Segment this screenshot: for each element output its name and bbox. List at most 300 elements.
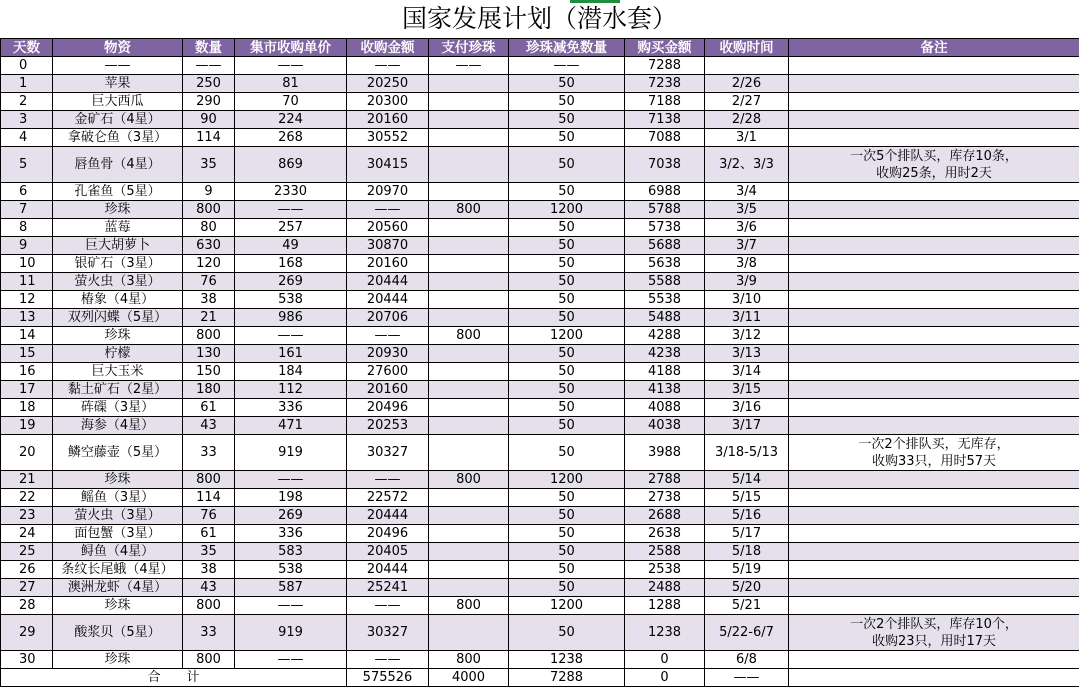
cell-buy-amount[interactable]: 5688 [625,237,705,255]
cell-amount[interactable]: 20160 [347,111,429,129]
cell-buy-amount[interactable]: 2538 [625,561,705,579]
cell-amount[interactable]: 30415 [347,147,429,183]
cell-buy-amount[interactable]: 5588 [625,273,705,291]
cell-day[interactable]: 8 [1,219,53,237]
cell-note[interactable] [789,345,1079,363]
cell-qty[interactable]: 35 [183,543,235,561]
cell-item[interactable]: 珍珠 [53,201,183,219]
cell-qty[interactable]: 35 [183,147,235,183]
cell-amount[interactable]: 30552 [347,129,429,147]
cell-note[interactable] [789,129,1079,147]
cell-day[interactable]: 5 [1,147,53,183]
cell-price[interactable]: 268 [235,129,347,147]
cell-day[interactable]: 11 [1,273,53,291]
cell-note[interactable] [789,489,1079,507]
cell-price[interactable]: 336 [235,399,347,417]
cell-qty[interactable]: 80 [183,219,235,237]
cell-note[interactable] [789,219,1079,237]
cell-day[interactable]: 25 [1,543,53,561]
cell-item[interactable]: 珍珠 [53,471,183,489]
cell-pearl-pay[interactable] [429,435,509,471]
cell-price[interactable]: 336 [235,525,347,543]
cell-note[interactable] [789,417,1079,435]
cell-amount[interactable]: 20160 [347,255,429,273]
cell-time[interactable]: 3/16 [705,399,789,417]
cell-time[interactable]: 2/27 [705,93,789,111]
cell-amount[interactable]: 25241 [347,579,429,597]
cell-buy-amount[interactable]: 4188 [625,363,705,381]
header-amount[interactable]: 收购金额 [347,39,429,57]
cell-day[interactable]: 24 [1,525,53,543]
cell-pearl-discount[interactable]: 1200 [509,471,625,489]
cell-amount[interactable]: 20496 [347,399,429,417]
cell-note[interactable] [789,471,1079,489]
cell-item[interactable]: 椿象（4星） [53,291,183,309]
cell-buy-amount[interactable]: 2488 [625,579,705,597]
cell-pearl-discount[interactable]: 50 [509,147,625,183]
cell-buy-amount[interactable]: 2688 [625,507,705,525]
header-day[interactable]: 天数 [1,39,53,57]
cell-day[interactable]: 29 [1,615,53,651]
cell-qty[interactable]: 800 [183,327,235,345]
cell-pearl-pay[interactable] [429,345,509,363]
cell-note[interactable] [789,309,1079,327]
cell-buy-amount[interactable]: 2588 [625,543,705,561]
cell-note[interactable] [789,111,1079,129]
cell-time[interactable]: 5/18 [705,543,789,561]
cell-price[interactable]: —— [235,471,347,489]
cell-item[interactable]: 柠檬 [53,345,183,363]
cell-pearl-discount[interactable]: 1200 [509,201,625,219]
cell-pearl-discount[interactable]: 50 [509,381,625,399]
cell-item[interactable]: 鲟鱼（4星） [53,543,183,561]
cell-note[interactable]: 一次2个排队买，库存10个， 收购23只，用时17天 [789,615,1079,651]
cell-qty[interactable]: 290 [183,93,235,111]
cell-time[interactable]: 3/12 [705,327,789,345]
cell-buy-amount[interactable]: 2638 [625,525,705,543]
cell-pearl-pay[interactable]: 800 [429,201,509,219]
cell-buy-amount[interactable]: 7238 [625,75,705,93]
cell-time[interactable]: 3/8 [705,255,789,273]
cell-time[interactable]: 6/8 [705,651,789,669]
cell-day[interactable]: 7 [1,201,53,219]
cell-qty[interactable]: 61 [183,399,235,417]
cell-pearl-pay[interactable] [429,561,509,579]
cell-pearl-discount[interactable]: 50 [509,93,625,111]
cell-qty[interactable]: 800 [183,651,235,669]
cell-pearl-discount[interactable]: 50 [509,273,625,291]
cell-buy-amount[interactable]: 2738 [625,489,705,507]
header-buy-amount[interactable]: 购买金额 [625,39,705,57]
cell-pearl-discount[interactable]: 50 [509,363,625,381]
totals-buy-amount[interactable]: 0 [625,669,705,687]
cell-day[interactable]: 3 [1,111,53,129]
cell-note[interactable] [789,183,1079,201]
header-item[interactable]: 物资 [53,39,183,57]
cell-pearl-discount[interactable]: 50 [509,417,625,435]
cell-qty[interactable]: 76 [183,507,235,525]
cell-qty[interactable]: 800 [183,201,235,219]
cell-pearl-discount[interactable]: 50 [509,507,625,525]
cell-buy-amount[interactable]: 5638 [625,255,705,273]
header-price[interactable]: 集市收购单价 [235,39,347,57]
cell-qty[interactable]: 130 [183,345,235,363]
cell-item[interactable]: 巨大玉米 [53,363,183,381]
cell-buy-amount[interactable]: 4088 [625,399,705,417]
cell-pearl-pay[interactable] [429,255,509,273]
cell-price[interactable]: 919 [235,435,347,471]
header-pearl-pay[interactable]: 支付珍珠 [429,39,509,57]
cell-day[interactable]: 18 [1,399,53,417]
cell-pearl-discount[interactable]: 50 [509,255,625,273]
cell-qty[interactable]: 180 [183,381,235,399]
cell-pearl-pay[interactable] [429,507,509,525]
cell-amount[interactable]: 20560 [347,219,429,237]
cell-pearl-discount[interactable]: 50 [509,309,625,327]
cell-price[interactable]: 2330 [235,183,347,201]
cell-price[interactable]: —— [235,651,347,669]
cell-time[interactable]: 3/1 [705,129,789,147]
cell-price[interactable]: 70 [235,93,347,111]
cell-buy-amount[interactable]: 2788 [625,471,705,489]
cell-day[interactable]: 19 [1,417,53,435]
cell-time[interactable]: 3/4 [705,183,789,201]
cell-amount[interactable]: 27600 [347,363,429,381]
cell-pearl-pay[interactable] [429,543,509,561]
cell-buy-amount[interactable]: 3988 [625,435,705,471]
cell-day[interactable]: 9 [1,237,53,255]
cell-day[interactable]: 22 [1,489,53,507]
cell-price[interactable]: 198 [235,489,347,507]
header-note[interactable]: 备注 [789,39,1079,57]
cell-price[interactable]: —— [235,597,347,615]
cell-price[interactable]: 269 [235,507,347,525]
cell-day[interactable]: 16 [1,363,53,381]
cell-buy-amount[interactable]: 7188 [625,93,705,111]
cell-time[interactable]: 3/6 [705,219,789,237]
cell-buy-amount[interactable]: 0 [625,651,705,669]
cell-day[interactable]: 20 [1,435,53,471]
cell-amount[interactable]: 20444 [347,507,429,525]
cell-day[interactable]: 1 [1,75,53,93]
cell-price[interactable]: 269 [235,273,347,291]
cell-day[interactable]: 30 [1,651,53,669]
header-qty[interactable]: 数量 [183,39,235,57]
cell-time[interactable]: 5/14 [705,471,789,489]
cell-amount[interactable]: 20300 [347,93,429,111]
cell-time[interactable]: 3/17 [705,417,789,435]
cell-time[interactable]: 3/2、3/3 [705,147,789,183]
cell-buy-amount[interactable]: 5488 [625,309,705,327]
cell-pearl-discount[interactable]: 50 [509,75,625,93]
cell-day[interactable]: 21 [1,471,53,489]
cell-note[interactable] [789,201,1079,219]
cell-price[interactable]: 587 [235,579,347,597]
cell-price[interactable]: 112 [235,381,347,399]
cell-day[interactable]: 10 [1,255,53,273]
cell-pearl-pay[interactable] [429,489,509,507]
cell-pearl-pay[interactable] [429,273,509,291]
cell-pearl-pay[interactable] [429,111,509,129]
cell-note[interactable] [789,399,1079,417]
cell-pearl-pay[interactable] [429,309,509,327]
cell-amount[interactable]: 30327 [347,615,429,651]
cell-pearl-pay[interactable] [429,75,509,93]
cell-amount[interactable]: 20444 [347,291,429,309]
cell-pearl-pay[interactable] [429,237,509,255]
cell-qty[interactable]: 38 [183,561,235,579]
totals-time[interactable]: —— [705,669,789,687]
totals-amount[interactable]: 575526 [347,669,429,687]
cell-pearl-discount[interactable]: 50 [509,579,625,597]
cell-price[interactable]: —— [235,201,347,219]
cell-amount[interactable]: —— [347,57,429,75]
cell-pearl-discount[interactable]: 50 [509,129,625,147]
cell-pearl-pay[interactable] [429,183,509,201]
cell-time[interactable]: 5/15 [705,489,789,507]
cell-qty[interactable]: 38 [183,291,235,309]
cell-qty[interactable]: 114 [183,129,235,147]
cell-buy-amount[interactable]: 7088 [625,129,705,147]
cell-note[interactable] [789,327,1079,345]
cell-pearl-pay[interactable] [429,129,509,147]
cell-amount[interactable]: —— [347,471,429,489]
cell-time[interactable]: 3/15 [705,381,789,399]
cell-day[interactable]: 0 [1,57,53,75]
cell-item[interactable]: 鳞空藤壶（5星） [53,435,183,471]
cell-time[interactable]: 5/17 [705,525,789,543]
cell-item[interactable]: 珍珠 [53,651,183,669]
cell-buy-amount[interactable]: 7288 [625,57,705,75]
cell-price[interactable]: 81 [235,75,347,93]
cell-qty[interactable]: 250 [183,75,235,93]
cell-buy-amount[interactable]: 5788 [625,201,705,219]
cell-item[interactable]: 珍珠 [53,327,183,345]
cell-note[interactable] [789,237,1079,255]
cell-time[interactable]: 3/9 [705,273,789,291]
cell-time[interactable]: 5/16 [705,507,789,525]
cell-item[interactable]: 萤火虫（3星） [53,273,183,291]
cell-qty[interactable]: 33 [183,435,235,471]
cell-note[interactable] [789,507,1079,525]
cell-item[interactable]: 鳐鱼（3星） [53,489,183,507]
cell-qty[interactable]: 61 [183,525,235,543]
cell-pearl-discount[interactable]: 1200 [509,327,625,345]
cell-pearl-pay[interactable]: 800 [429,651,509,669]
cell-item[interactable]: 珍珠 [53,597,183,615]
cell-price[interactable]: 224 [235,111,347,129]
cell-note[interactable] [789,273,1079,291]
cell-buy-amount[interactable]: 7138 [625,111,705,129]
cell-qty[interactable]: 90 [183,111,235,129]
cell-pearl-discount[interactable]: 50 [509,291,625,309]
cell-price[interactable]: 583 [235,543,347,561]
cell-price[interactable]: 919 [235,615,347,651]
cell-day[interactable]: 15 [1,345,53,363]
cell-amount[interactable]: 20444 [347,561,429,579]
cell-price[interactable]: 168 [235,255,347,273]
totals-note[interactable] [789,669,1079,687]
cell-buy-amount[interactable]: 4138 [625,381,705,399]
cell-time[interactable]: 3/5 [705,201,789,219]
cell-pearl-discount[interactable]: 50 [509,183,625,201]
cell-qty[interactable]: 21 [183,309,235,327]
cell-time[interactable]: 3/13 [705,345,789,363]
cell-price[interactable]: 986 [235,309,347,327]
cell-day[interactable]: 6 [1,183,53,201]
cell-note[interactable] [789,561,1079,579]
totals-label[interactable]: 合 计 [1,669,347,687]
cell-pearl-pay[interactable]: 800 [429,471,509,489]
cell-item[interactable]: 双列闪蝶（5星） [53,309,183,327]
cell-buy-amount[interactable]: 4238 [625,345,705,363]
cell-item[interactable]: 萤火虫（3星） [53,507,183,525]
cell-pearl-discount[interactable]: 50 [509,489,625,507]
cell-item[interactable]: 黏土矿石（2星） [53,381,183,399]
cell-pearl-discount[interactable]: 50 [509,615,625,651]
cell-qty[interactable]: 630 [183,237,235,255]
cell-amount[interactable]: —— [347,327,429,345]
cell-price[interactable]: 538 [235,291,347,309]
cell-pearl-pay[interactable] [429,147,509,183]
cell-time[interactable]: 2/28 [705,111,789,129]
cell-pearl-pay[interactable] [429,525,509,543]
cell-pearl-discount[interactable]: 50 [509,399,625,417]
cell-item[interactable]: 唇鱼骨（4星） [53,147,183,183]
cell-day[interactable]: 27 [1,579,53,597]
cell-qty[interactable]: 120 [183,255,235,273]
cell-pearl-discount[interactable]: 50 [509,237,625,255]
cell-note[interactable] [789,579,1079,597]
cell-amount[interactable]: 20970 [347,183,429,201]
cell-day[interactable]: 23 [1,507,53,525]
cell-pearl-pay[interactable] [429,363,509,381]
cell-buy-amount[interactable]: 7038 [625,147,705,183]
cell-time[interactable]: 3/11 [705,309,789,327]
cell-pearl-pay[interactable]: —— [429,57,509,75]
cell-amount[interactable]: —— [347,597,429,615]
cell-time[interactable]: 3/14 [705,363,789,381]
cell-pearl-discount[interactable]: 50 [509,111,625,129]
cell-pearl-pay[interactable] [429,381,509,399]
cell-qty[interactable]: 43 [183,579,235,597]
cell-time[interactable]: 3/7 [705,237,789,255]
cell-note[interactable] [789,363,1079,381]
cell-price[interactable]: —— [235,327,347,345]
cell-note[interactable] [789,381,1079,399]
cell-day[interactable]: 2 [1,93,53,111]
cell-time[interactable]: 5/20 [705,579,789,597]
cell-time[interactable]: 5/21 [705,597,789,615]
header-pearl-discount[interactable]: 珍珠减免数量 [509,39,625,57]
cell-pearl-pay[interactable]: 800 [429,327,509,345]
cell-pearl-discount[interactable]: 50 [509,345,625,363]
cell-amount[interactable]: 20160 [347,381,429,399]
cell-pearl-pay[interactable] [429,93,509,111]
cell-price[interactable]: 49 [235,237,347,255]
cell-qty[interactable]: 150 [183,363,235,381]
cell-pearl-discount[interactable]: 50 [509,435,625,471]
cell-item[interactable]: 孔雀鱼（5星） [53,183,183,201]
cell-day[interactable]: 14 [1,327,53,345]
cell-pearl-pay[interactable] [429,219,509,237]
cell-note[interactable] [789,651,1079,669]
cell-qty[interactable]: 114 [183,489,235,507]
cell-item[interactable]: 金矿石（4星） [53,111,183,129]
cell-pearl-discount[interactable]: 50 [509,219,625,237]
cell-pearl-pay[interactable]: 800 [429,597,509,615]
cell-item[interactable]: —— [53,57,183,75]
cell-amount[interactable]: —— [347,201,429,219]
cell-pearl-discount[interactable]: 1238 [509,651,625,669]
cell-pearl-pay[interactable] [429,399,509,417]
header-time[interactable]: 收购时间 [705,39,789,57]
cell-note[interactable]: 一次5个排队买，库存10条， 收购25条，用时2天 [789,147,1079,183]
cell-item[interactable]: 条纹长尾蛾（4星） [53,561,183,579]
cell-item[interactable]: 拿破仑鱼（3星） [53,129,183,147]
cell-buy-amount[interactable]: 6988 [625,183,705,201]
cell-note[interactable] [789,57,1079,75]
cell-item[interactable]: 苹果 [53,75,183,93]
cell-item[interactable]: 海参（4星） [53,417,183,435]
cell-pearl-pay[interactable] [429,417,509,435]
cell-amount[interactable]: 30870 [347,237,429,255]
cell-note[interactable]: 一次2个排队买，无库存， 收购33只，用时57天 [789,435,1079,471]
cell-day[interactable]: 4 [1,129,53,147]
cell-amount[interactable]: 20253 [347,417,429,435]
cell-qty[interactable]: 43 [183,417,235,435]
cell-item[interactable]: 砗磲（3星） [53,399,183,417]
cell-qty[interactable]: —— [183,57,235,75]
cell-time[interactable]: 3/10 [705,291,789,309]
cell-pearl-pay[interactable] [429,579,509,597]
cell-note[interactable] [789,75,1079,93]
cell-amount[interactable]: 20496 [347,525,429,543]
cell-note[interactable] [789,597,1079,615]
cell-buy-amount[interactable]: 5538 [625,291,705,309]
totals-pearl-pay[interactable]: 4000 [429,669,509,687]
cell-item[interactable]: 蓝莓 [53,219,183,237]
cell-day[interactable]: 12 [1,291,53,309]
cell-note[interactable] [789,93,1079,111]
cell-amount[interactable]: 22572 [347,489,429,507]
cell-note[interactable] [789,525,1079,543]
cell-amount[interactable]: 20405 [347,543,429,561]
cell-item[interactable]: 澳洲龙虾（4星） [53,579,183,597]
cell-note[interactable] [789,543,1079,561]
cell-price[interactable]: 257 [235,219,347,237]
cell-time[interactable]: 3/18-5/13 [705,435,789,471]
cell-amount[interactable]: 30327 [347,435,429,471]
cell-item[interactable]: 巨大胡萝卜 [53,237,183,255]
cell-pearl-discount[interactable]: 1200 [509,597,625,615]
cell-time[interactable] [705,57,789,75]
cell-day[interactable]: 13 [1,309,53,327]
cell-item[interactable]: 酸浆贝（5星） [53,615,183,651]
cell-item[interactable]: 银矿石（3星） [53,255,183,273]
cell-amount[interactable]: 20444 [347,273,429,291]
totals-pearl-discount[interactable]: 7288 [509,669,625,687]
cell-qty[interactable]: 9 [183,183,235,201]
cell-qty[interactable]: 800 [183,471,235,489]
cell-pearl-pay[interactable] [429,291,509,309]
cell-buy-amount[interactable]: 1238 [625,615,705,651]
cell-time[interactable]: 2/26 [705,75,789,93]
cell-buy-amount[interactable]: 4288 [625,327,705,345]
cell-price[interactable]: 538 [235,561,347,579]
cell-time[interactable]: 5/22-6/7 [705,615,789,651]
cell-buy-amount[interactable]: 1288 [625,597,705,615]
